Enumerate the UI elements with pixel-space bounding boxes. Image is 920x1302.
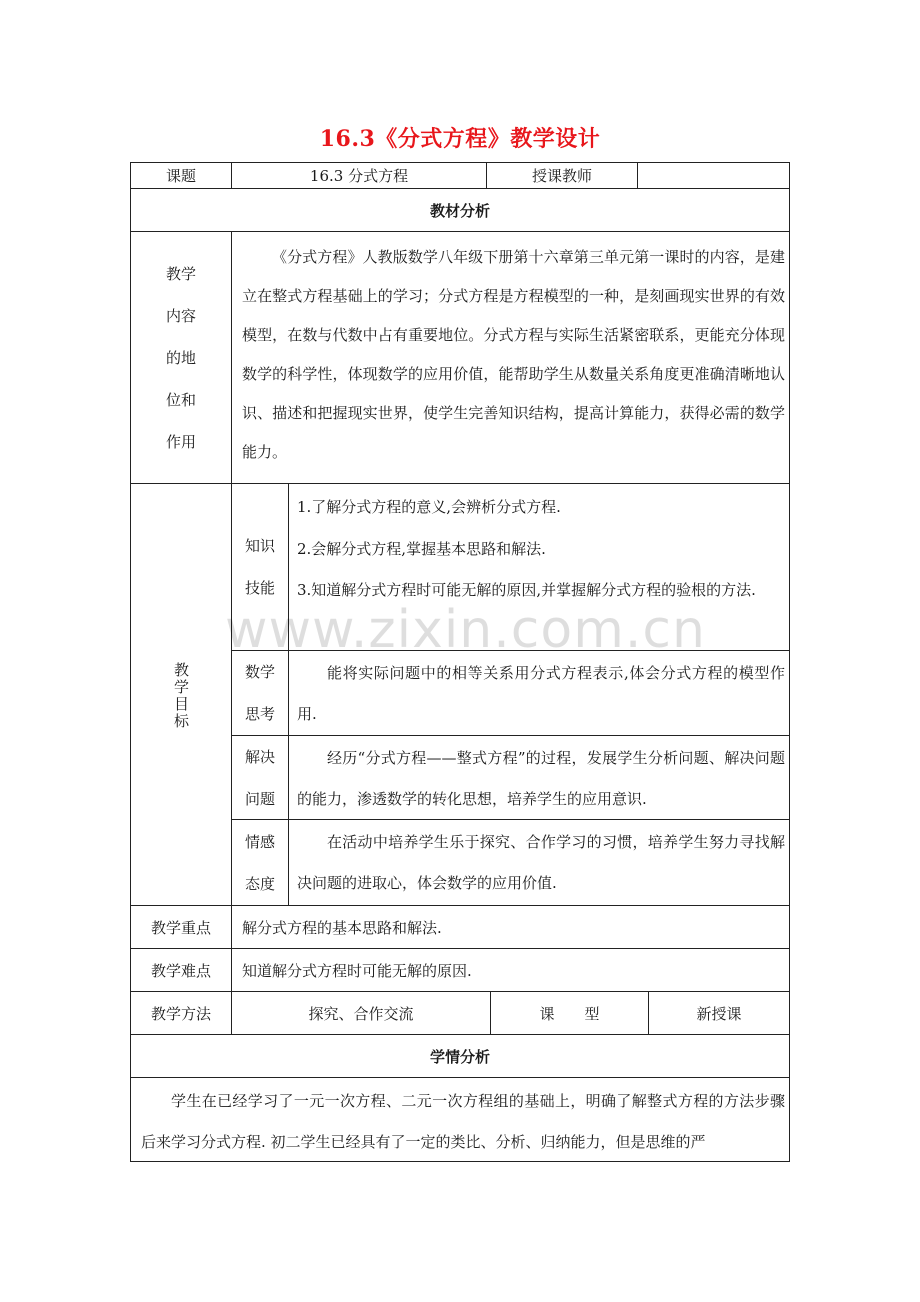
- document-title: 16.3《分式方程》教学设计: [319, 126, 601, 152]
- teaching-goals-label-cell: [131, 484, 232, 906]
- knowledge-label-line: 技能: [244, 579, 275, 597]
- content-role-label-line: 教学: [165, 264, 196, 283]
- teaching-goals-label: [131, 662, 232, 730]
- content-role-label-line: 的地: [165, 348, 196, 367]
- knowledge-item: 1.了解分式方程的意义,会辨析分式方程.: [297, 498, 561, 516]
- key-point-label: 教学重点: [131, 906, 232, 949]
- knowledge-skills-list: [289, 484, 789, 651]
- attitude-text: 在活动中培养学生乐于探究、合作学习的习惯，培养学生努力寻找解决问题的进取心，体会数学的应用价值.: [297, 833, 785, 892]
- student-analysis-text-cell: [131, 1078, 789, 1161]
- knowledge-item: 2.会解分式方程,掌握基本思路和解法.: [297, 539, 546, 558]
- problem-solving-text: 经历“分式方程——整式方程”的过程，发展学生分析问题、解决问题的能力，渗透数学的转化思想，培养学生的应用意识.: [297, 749, 785, 808]
- lesson-type-value: 新授课: [649, 992, 789, 1035]
- goals-label-char: 目: [173, 695, 189, 713]
- problem-solving-text-cell: [289, 736, 789, 820]
- goals-label-char: 学: [173, 678, 189, 696]
- knowledge-label-line: 知识: [244, 537, 275, 555]
- math-thinking-label: [232, 651, 289, 736]
- attitude-label-line: 态度: [244, 874, 275, 893]
- lesson-value: 16.3 分式方程: [232, 163, 487, 189]
- lesson-type-label: 课 型: [491, 992, 649, 1035]
- student-analysis-text: 学生在已经学习了一元一次方程、二元一次方程组的基础上，明确了解整式方程的方法步骤后来学习分式方程. 初二学生已经具有了一定的类比、分析、归纳能力，但是思维的严: [141, 1092, 785, 1151]
- content-role-label-line: 位和: [165, 390, 196, 409]
- math-thinking-text: 能将实际问题中的相等关系用分式方程表示,体会分式方程的模型作用.: [297, 664, 785, 723]
- lesson-plan-table: [130, 162, 790, 1162]
- teacher-value: [638, 163, 789, 189]
- thinking-label-line: 思考: [244, 705, 275, 723]
- problem-solving-label: [232, 736, 289, 820]
- student-analysis-heading: 学情分析: [131, 1035, 789, 1078]
- method-label: 教学方法: [131, 992, 232, 1035]
- content-role-label-line: 作用: [165, 432, 196, 451]
- attitude-text-cell: [289, 820, 789, 906]
- content-role-text: 《分式方程》人教版数学八年级下册第十六章第三单元第一课时的内容，是建立在整式方程基础上的学习；分式方程是方程模型的一种，是刻画现实世界的有效模型，在数与代数中占有重要地位。分式方程与实际生活紧密联系，更能充分体现数学的科学性，体现数学的应用价值，能帮助学生从数量关系角度更准确清晰地认识、描述和把握现实世界，使学生完善知识结构，提高计算能力，获得必需的数学能力。: [242, 248, 785, 461]
- goals-label-char: 教: [173, 661, 189, 679]
- content-role-label-line: 内容: [165, 306, 196, 325]
- material-analysis-heading: 教材分析: [131, 189, 789, 232]
- content-role-label: [131, 232, 232, 484]
- lesson-label: 课题: [131, 163, 232, 189]
- difficulty-label: 教学难点: [131, 949, 232, 992]
- attitude-label: [232, 820, 289, 906]
- thinking-label-line: 数学: [244, 663, 275, 681]
- watermark: www.zixin.com.cn: [225, 600, 706, 660]
- teacher-label: 授课教师: [487, 163, 638, 189]
- attitude-label-line: 情感: [244, 832, 275, 851]
- math-thinking-text-cell: [289, 651, 789, 736]
- content-role-text-cell: [232, 232, 789, 484]
- knowledge-skills-label: [232, 484, 289, 651]
- problem-label-line: 问题: [244, 789, 275, 808]
- goals-label-char: 标: [173, 712, 189, 730]
- key-point-text: 解分式方程的基本思路和解法.: [232, 906, 789, 949]
- problem-label-line: 解决: [244, 747, 275, 766]
- difficulty-text: 知道解分式方程时可能无解的原因.: [232, 949, 789, 992]
- knowledge-item: 3.知道解分式方程时可能无解的原因,并掌握解分式方程的验根的方法.: [297, 581, 756, 599]
- method-value: 探究、合作交流: [232, 992, 491, 1035]
